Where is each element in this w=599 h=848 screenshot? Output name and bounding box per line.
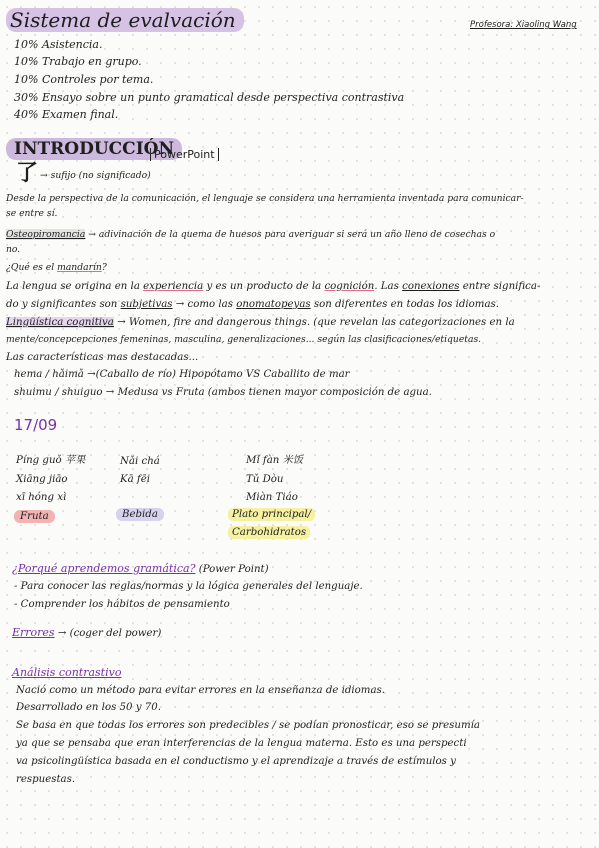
contrastive-text: respuestas. — [16, 774, 76, 785]
contrastive-text: ya que se pensaba que eran interferencias de la lengua materna. Esto es una perspecti — [16, 738, 467, 749]
features-line: Las características mas destacadas... — [6, 352, 199, 363]
osteo-line: Osteopiromancia → adivinación de la quema de huesos para averiguar si será un año lleno de cosechas o — [6, 229, 496, 240]
category-label-fruit: Fruta — [14, 510, 55, 523]
chinese-symbol: 了 — [16, 161, 39, 186]
vocab-item: Nǎi chá — [120, 456, 160, 467]
professor-name: Profesora: Xiaoling Wang — [470, 20, 577, 30]
errors-line: Errores → (coger del power) — [12, 626, 162, 639]
eval-item: 10% Asistencia. — [14, 38, 103, 51]
contrastive-text: Desarrollado en los 50 y 70. — [16, 702, 161, 713]
cognitive-linguistics-line-2: mente/concepcepciones femeninas, masculina, generalizaciones... según las clasificaciones/etiquetas. — [6, 334, 482, 345]
mandarin-question: ¿Qué es el mandarín? — [6, 262, 107, 273]
vocab-item: Xiāng jiāo — [16, 474, 68, 485]
category-label-drink: Bebida — [116, 508, 164, 521]
grammar-bullet: - Para conocer las reglas/normas y la lógica generales del lenguaje. — [14, 581, 363, 592]
language-paragraph: La lengua se origina en la experiencia y es un producto de la cognición. Las conexiones entre significa- — [6, 281, 541, 292]
vocab-item: Miàn Tiáo — [246, 492, 298, 503]
example-line: hema / hǎimǎ →(Caballo de río) Hipopótamo VS Caballito de mar — [14, 369, 350, 380]
grammar-question: ¿Porqué aprendemos gramática? (Power Point) — [12, 562, 269, 575]
section-heading-intro: INTRODUCCIÓN — [6, 138, 182, 160]
contrastive-text: va psicolingüística basada en el conductismo y el aprendizaje a través de estímulos y — [16, 756, 456, 767]
cognitive-linguistics-term: Lingüística cognitiva — [6, 317, 114, 328]
contrastive-heading: Análisis contrastivo — [12, 666, 122, 679]
eval-item: 30% Ensayo sobre un punto gramatical desde perspectiva contrastiva — [14, 91, 405, 104]
intro-paragraph: se entre sí. — [6, 208, 58, 219]
category-label-main-dish-2: Carbohidratos — [228, 526, 310, 539]
vocab-item: Tǔ Dòu — [246, 474, 284, 485]
contrastive-text: Se basa en que todas los errores son predecibles / se podían pronosticar, eso se presumía — [16, 720, 480, 731]
vocab-item: xī hóng xì — [16, 492, 67, 503]
osteo-term: Osteopiromancia — [6, 229, 86, 240]
date-heading: 17/09 — [14, 416, 58, 434]
contrastive-text: Nació como un método para evitar errores en la enseñanza de idiomas. — [16, 685, 386, 696]
eval-item: 40% Examen final. — [14, 108, 119, 121]
symbol-note: → sufijo (no significado) — [40, 170, 151, 181]
category-label-main-dish: Plato principal/ — [228, 508, 315, 521]
cognitive-linguistics-line: Lingüística cognitiva → Women, fire and dangerous things. (que revelan las categorizaciones en la — [6, 317, 515, 328]
language-paragraph: do y significantes son subjetivas → como las onomatopeyas son diferentes en todas los idiomas. — [6, 299, 499, 310]
powerpoint-tag: PowerPoint — [150, 143, 219, 162]
example-line: shuimu / shuiguo → Medusa vs Fruta (ambos tienen mayor composición de agua. — [14, 387, 432, 398]
vocab-item: Píng guǒ 苹果 — [16, 455, 86, 466]
eval-item: 10% Trabajo en grupo. — [14, 55, 142, 68]
eval-item: 10% Controles por tema. — [14, 73, 154, 86]
grammar-bullet: - Comprender los hábitos de pensamiento — [14, 599, 230, 610]
osteo-line-2: no. — [6, 244, 21, 255]
intro-paragraph: Desde la perspectiva de la comunicación, el lenguaje se considera una herramienta inventada para comunicar- — [6, 193, 524, 204]
vocab-item: Mǐ fàn 米饭 — [246, 455, 303, 466]
page-title: Sistema de evalvación — [6, 8, 244, 32]
vocab-item: Kā fēi — [120, 474, 150, 485]
